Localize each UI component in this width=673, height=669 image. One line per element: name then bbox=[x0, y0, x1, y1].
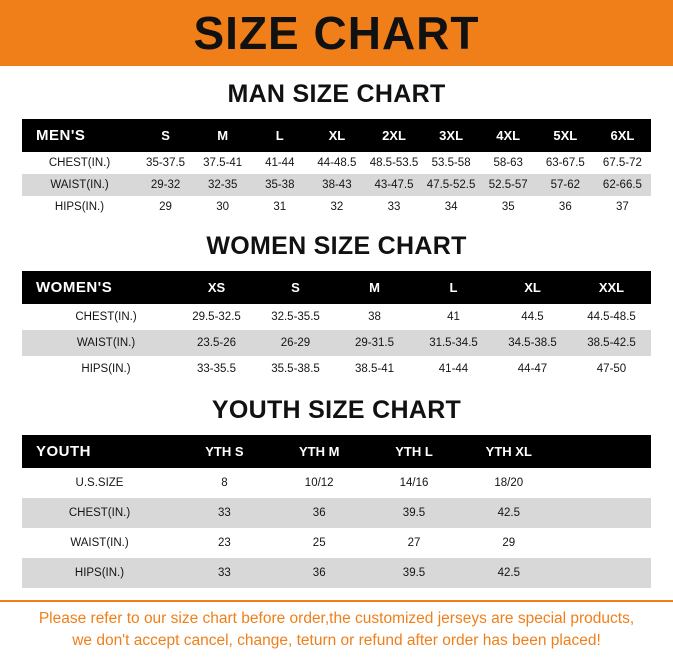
men-size-header: S bbox=[137, 119, 194, 152]
women-cell: 23.5-26 bbox=[177, 330, 256, 356]
women-cell: 41 bbox=[414, 304, 493, 330]
women-header-row bbox=[22, 271, 651, 304]
women-cell: 44.5 bbox=[493, 304, 572, 330]
men-cell: 34 bbox=[423, 196, 480, 218]
men-size-header: M bbox=[194, 119, 251, 152]
youth-cell: 8 bbox=[177, 468, 272, 498]
youth-cell: 23 bbox=[177, 528, 272, 558]
youth-table-head bbox=[22, 435, 651, 468]
page-title: SIZE CHART bbox=[193, 7, 480, 59]
youth-cell: 10/12 bbox=[272, 468, 367, 498]
youth-row-label: HIPS(IN.) bbox=[22, 558, 177, 588]
youth-row-label: WAIST(IN.) bbox=[22, 528, 177, 558]
men-size-header: 4XL bbox=[480, 119, 537, 152]
men-cell: 35 bbox=[480, 196, 537, 218]
women-table-wrap bbox=[0, 271, 673, 382]
men-cell: 35-38 bbox=[251, 174, 308, 196]
men-size-table bbox=[22, 119, 651, 218]
men-cell: 38-43 bbox=[308, 174, 365, 196]
women-corner-label: WOMEN'S bbox=[22, 271, 177, 304]
table-row bbox=[22, 468, 651, 498]
women-table-head bbox=[22, 271, 651, 304]
women-row-label: WAIST(IN.) bbox=[22, 330, 177, 356]
women-size-table bbox=[22, 271, 651, 382]
women-table-body bbox=[22, 304, 651, 382]
men-cell: 58-63 bbox=[480, 152, 537, 174]
table-row bbox=[22, 174, 651, 196]
youth-spacer-header bbox=[556, 435, 651, 468]
women-cell: 41-44 bbox=[414, 356, 493, 382]
youth-cell: 36 bbox=[272, 558, 367, 588]
men-cell: 63-67.5 bbox=[537, 152, 594, 174]
page-banner bbox=[0, 0, 673, 66]
men-cell: 62-66.5 bbox=[594, 174, 651, 196]
youth-cell: 33 bbox=[177, 498, 272, 528]
youth-cell: 14/16 bbox=[367, 468, 462, 498]
youth-cell: 42.5 bbox=[461, 558, 556, 588]
table-row bbox=[22, 528, 651, 558]
women-cell: 29-31.5 bbox=[335, 330, 414, 356]
men-cell: 57-62 bbox=[537, 174, 594, 196]
men-table-head bbox=[22, 119, 651, 152]
youth-table-body bbox=[22, 468, 651, 588]
men-cell: 53.5-58 bbox=[423, 152, 480, 174]
youth-cell: 42.5 bbox=[461, 498, 556, 528]
men-cell: 30 bbox=[194, 196, 251, 218]
youth-cell: 25 bbox=[272, 528, 367, 558]
youth-cell: 36 bbox=[272, 498, 367, 528]
youth-spacer-cell bbox=[556, 498, 651, 528]
men-cell: 52.5-57 bbox=[480, 174, 537, 196]
table-row bbox=[22, 196, 651, 218]
women-size-header: L bbox=[414, 271, 493, 304]
women-row-label: CHEST(IN.) bbox=[22, 304, 177, 330]
youth-spacer-cell bbox=[556, 468, 651, 498]
youth-cell: 33 bbox=[177, 558, 272, 588]
table-row bbox=[22, 152, 651, 174]
youth-table-wrap bbox=[0, 435, 673, 588]
table-row bbox=[22, 498, 651, 528]
women-section-heading: WOMEN SIZE CHART bbox=[206, 232, 467, 260]
table-row bbox=[22, 558, 651, 588]
youth-row-label: CHEST(IN.) bbox=[22, 498, 177, 528]
men-cell: 43-47.5 bbox=[365, 174, 422, 196]
men-cell: 33 bbox=[365, 196, 422, 218]
table-row bbox=[22, 356, 651, 382]
youth-spacer-cell bbox=[556, 558, 651, 588]
youth-row-label: U.S.SIZE bbox=[22, 468, 177, 498]
men-cell: 36 bbox=[537, 196, 594, 218]
youth-header-row bbox=[22, 435, 651, 468]
men-cell: 48.5-53.5 bbox=[365, 152, 422, 174]
women-size-header: XXL bbox=[572, 271, 651, 304]
men-size-header: XL bbox=[308, 119, 365, 152]
men-cell: 37 bbox=[594, 196, 651, 218]
men-cell: 31 bbox=[251, 196, 308, 218]
youth-cell: 39.5 bbox=[367, 498, 462, 528]
men-cell: 29 bbox=[137, 196, 194, 218]
men-size-header: 6XL bbox=[594, 119, 651, 152]
men-size-header: 5XL bbox=[537, 119, 594, 152]
women-cell: 38 bbox=[335, 304, 414, 330]
youth-size-header: YTH L bbox=[367, 435, 462, 468]
men-cell: 32-35 bbox=[194, 174, 251, 196]
men-row-label: WAIST(IN.) bbox=[22, 174, 137, 196]
men-cell: 29-32 bbox=[137, 174, 194, 196]
women-cell: 31.5-34.5 bbox=[414, 330, 493, 356]
youth-section-heading: YOUTH SIZE CHART bbox=[211, 396, 462, 424]
women-cell: 44.5-48.5 bbox=[572, 304, 651, 330]
women-size-header: XS bbox=[177, 271, 256, 304]
youth-size-table bbox=[22, 435, 651, 588]
women-cell: 44-47 bbox=[493, 356, 572, 382]
women-size-header: S bbox=[256, 271, 335, 304]
men-cell: 67.5-72 bbox=[594, 152, 651, 174]
women-cell: 32.5-35.5 bbox=[256, 304, 335, 330]
women-cell: 38.5-42.5 bbox=[572, 330, 651, 356]
youth-size-header: YTH M bbox=[272, 435, 367, 468]
women-size-header: M bbox=[335, 271, 414, 304]
men-cell: 41-44 bbox=[251, 152, 308, 174]
table-row bbox=[22, 330, 651, 356]
men-section-heading: MAN SIZE CHART bbox=[227, 80, 446, 108]
men-row-label: CHEST(IN.) bbox=[22, 152, 137, 174]
men-size-header: L bbox=[251, 119, 308, 152]
women-cell: 33-35.5 bbox=[177, 356, 256, 382]
women-cell: 34.5-38.5 bbox=[493, 330, 572, 356]
youth-spacer-cell bbox=[556, 528, 651, 558]
youth-corner-label: YOUTH bbox=[22, 435, 177, 468]
women-cell: 26-29 bbox=[256, 330, 335, 356]
men-size-header: 2XL bbox=[365, 119, 422, 152]
footer-note bbox=[0, 600, 673, 653]
men-corner-label: MEN'S bbox=[22, 119, 137, 152]
women-row-label: HIPS(IN.) bbox=[22, 356, 177, 382]
men-table-wrap bbox=[0, 119, 673, 218]
men-header-row bbox=[22, 119, 651, 152]
youth-cell: 39.5 bbox=[367, 558, 462, 588]
men-cell: 37.5-41 bbox=[194, 152, 251, 174]
men-size-header: 3XL bbox=[423, 119, 480, 152]
men-cell: 32 bbox=[308, 196, 365, 218]
table-row bbox=[22, 304, 651, 330]
women-cell: 38.5-41 bbox=[335, 356, 414, 382]
men-table-body bbox=[22, 152, 651, 218]
youth-cell: 18/20 bbox=[461, 468, 556, 498]
youth-cell: 29 bbox=[461, 528, 556, 558]
footer-note-line-1: Please refer to our size chart before order,the customized jerseys are special products, bbox=[38, 610, 635, 627]
women-cell: 47-50 bbox=[572, 356, 651, 382]
men-cell: 44-48.5 bbox=[308, 152, 365, 174]
youth-size-header: YTH S bbox=[177, 435, 272, 468]
youth-cell: 27 bbox=[367, 528, 462, 558]
women-cell: 29.5-32.5 bbox=[177, 304, 256, 330]
men-row-label: HIPS(IN.) bbox=[22, 196, 137, 218]
women-size-header: XL bbox=[493, 271, 572, 304]
footer-note-line-2: we don't accept cancel, change, teturn or refund after order has been placed! bbox=[72, 632, 601, 650]
women-cell: 35.5-38.5 bbox=[256, 356, 335, 382]
men-cell: 35-37.5 bbox=[137, 152, 194, 174]
youth-size-header: YTH XL bbox=[461, 435, 556, 468]
men-cell: 47.5-52.5 bbox=[423, 174, 480, 196]
